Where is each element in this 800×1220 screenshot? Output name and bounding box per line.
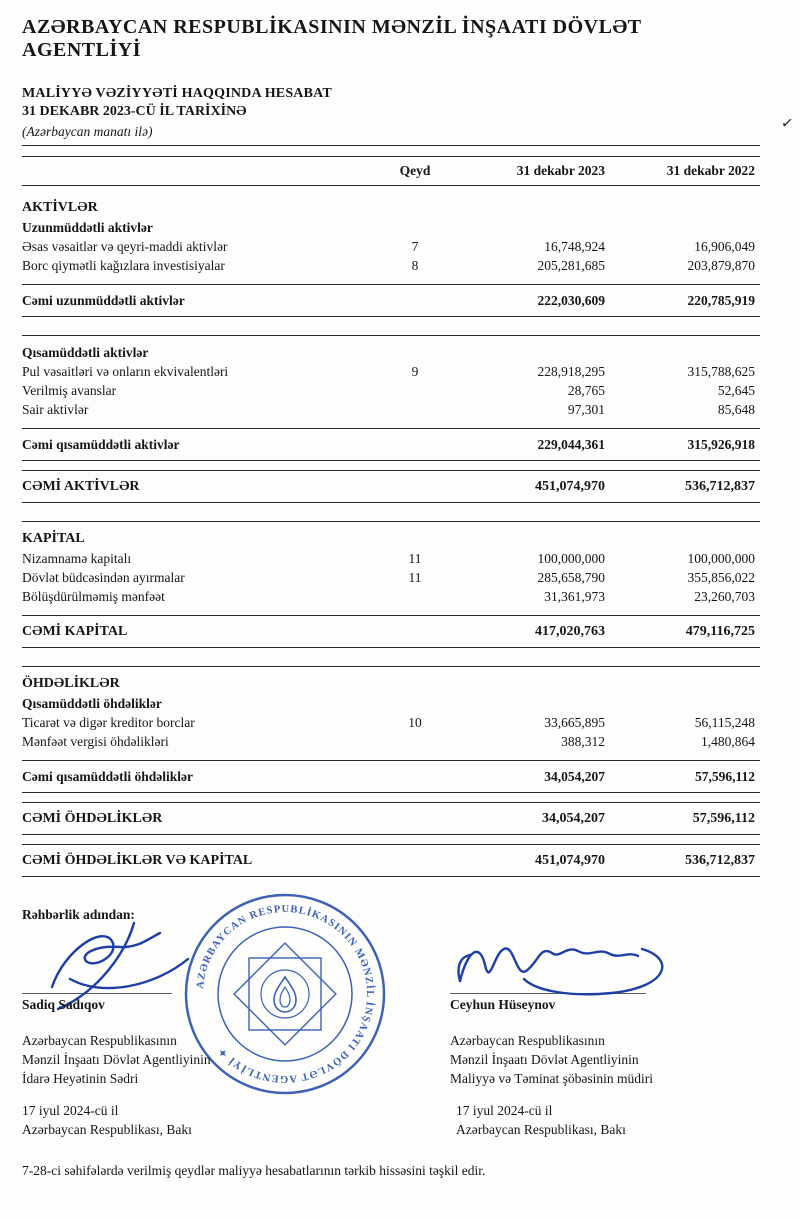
cell-v2022: 16,906,049 — [694, 239, 755, 254]
cell-note: 10 — [408, 715, 422, 730]
cell-note — [380, 477, 450, 496]
cell-note — [380, 851, 450, 870]
report-title: MALİYYƏ VƏZİYYƏTİ HAQQINDA HESABAT — [22, 86, 332, 101]
table-row — [22, 694, 760, 713]
table-row — [22, 549, 760, 568]
cell-label: Bölüşdürülməmiş mənfəət — [22, 589, 165, 604]
table-row — [22, 218, 760, 237]
cell-v2022: 355,856,022 — [687, 570, 755, 585]
currency-note: (Azərbaycan manatı ilə) — [22, 124, 760, 146]
cell-label: CƏMİ AKTİVLƏR — [22, 479, 140, 494]
cell-label: CƏMİ ÖHDƏLİKLƏR VƏ KAPİTAL — [22, 853, 253, 868]
cell-note — [380, 809, 450, 828]
cell-note — [380, 694, 450, 713]
cell-v2022 — [615, 674, 760, 694]
cell-v2023: 33,665,895 — [544, 715, 605, 730]
cell-v2023: 205,281,685 — [537, 258, 605, 273]
table-row — [22, 802, 760, 835]
org-line: Mənzil İnşaatı Dövlət Agentliyinin — [22, 1052, 211, 1067]
table-row — [22, 521, 760, 549]
cell-note — [380, 674, 450, 694]
cell-label: Mənfəət vergisi öhdəlikləri — [22, 734, 169, 749]
table-row — [22, 732, 760, 751]
table-row — [22, 362, 760, 381]
cell-label: Uzunmüddətli aktivlər — [22, 220, 153, 235]
cell-label: AKTİVLƏR — [22, 200, 98, 215]
cell-label: ÖHDƏLİKLƏR — [22, 676, 120, 691]
cell-v2023 — [450, 218, 615, 237]
header-label-spacer — [22, 163, 380, 179]
cell-v2022: 536,712,837 — [685, 853, 755, 868]
cell-note — [380, 218, 450, 237]
org-line: Mənzil İnşaatı Dövlət Agentliyinin — [450, 1052, 639, 1067]
signing-heading: Rəhbərlik adından: — [22, 907, 135, 922]
cell-note — [380, 732, 450, 751]
cell-v2022: 315,926,918 — [687, 437, 755, 452]
cell-v2023: 34,054,207 — [542, 811, 605, 826]
cell-v2023: 228,918,295 — [537, 364, 605, 379]
cell-v2023: 16,748,924 — [544, 239, 605, 254]
org-line: İdarə Heyətinin Sədri — [22, 1071, 139, 1086]
cell-label: Pul vəsaitləri və onların ekvivalentləri — [22, 364, 229, 379]
cell-note — [380, 343, 450, 362]
cell-v2023: 388,312 — [561, 734, 605, 749]
table-row — [22, 400, 760, 419]
cell-v2022: 536,712,837 — [685, 479, 755, 494]
cell-note: 11 — [408, 551, 422, 566]
table-row — [22, 568, 760, 587]
cell-note — [380, 291, 450, 310]
cell-v2022: 479,116,725 — [685, 624, 755, 639]
cell-label: Qısamüddətli aktivlər — [22, 345, 149, 360]
signer-name-right: Ceyhun Hüseynov — [450, 997, 556, 1012]
cell-label: Ticarət və digər kreditor borclar — [22, 715, 195, 730]
cell-v2023: 34,054,207 — [544, 769, 605, 784]
cell-label: Borc qiymətli kağızlara investisiyalar — [22, 258, 225, 273]
cell-note — [380, 529, 450, 549]
cell-note — [380, 198, 450, 218]
table-row — [22, 381, 760, 400]
signing-date-left — [22, 1101, 192, 1139]
cell-v2023 — [450, 674, 615, 694]
cell-v2023: 285,658,790 — [537, 570, 605, 585]
table-row — [22, 198, 760, 218]
header-year-2022: 31 dekabr 2022 — [666, 163, 755, 178]
cell-note — [380, 767, 450, 786]
cell-label: Qısamüddətli öhdəliklər — [22, 696, 162, 711]
cell-label: Əsas vəsaitlər və qeyri-maddi aktivlər — [22, 239, 228, 254]
scan-mark-icon: ✓ — [780, 115, 795, 133]
cell-note: 11 — [408, 570, 422, 585]
org-line: Azərbaycan Respublikasının — [22, 1033, 177, 1048]
statement-table-body — [22, 198, 760, 877]
cell-v2022: 1,480,864 — [701, 734, 755, 749]
cell-v2022: 57,596,112 — [694, 769, 755, 784]
table-row — [22, 428, 760, 461]
cell-note: 9 — [411, 364, 419, 379]
cell-v2023 — [450, 694, 615, 713]
report-date: 31 DEKABR 2023-CÜ İL TARİXİNƏ — [22, 104, 247, 119]
signer-org-right — [450, 1031, 653, 1088]
date-line: 17 iyul 2024-cü il — [22, 1103, 119, 1118]
date-line: 17 iyul 2024-cü il — [456, 1103, 553, 1118]
cell-label: CƏMİ ÖHDƏLİKLƏR — [22, 811, 163, 826]
cell-label: KAPİTAL — [22, 531, 85, 546]
cell-v2023: 100,000,000 — [537, 551, 605, 566]
table-row — [22, 256, 760, 275]
cell-label: Nizamnamə kapitalı — [22, 551, 132, 566]
cell-label: Dövlət büdcəsindən ayırmalar — [22, 570, 185, 585]
cell-v2022 — [615, 694, 760, 713]
notes-reference-footer: 7-28-ci səhifələrdə verilmiş qeydlər maliyyə hesabatlarının tərkib hissəsini təşkil edir. — [22, 1163, 486, 1178]
cell-note — [380, 381, 450, 400]
cell-v2022 — [615, 218, 760, 237]
table-row — [22, 615, 760, 648]
cell-v2022 — [615, 529, 760, 549]
cell-v2022: 100,000,000 — [687, 551, 755, 566]
org-line: Azərbaycan Respublikasının — [450, 1033, 605, 1048]
cell-label: Verilmiş avanslar — [22, 383, 117, 398]
cell-v2023: 417,020,763 — [535, 624, 605, 639]
cell-v2022: 220,785,919 — [687, 293, 755, 308]
signature-section — [22, 893, 760, 1145]
cell-label: Sair aktivlər — [22, 402, 89, 417]
header-year-2023: 31 dekabr 2023 — [516, 163, 605, 178]
cell-v2023: 97,301 — [567, 402, 605, 417]
signer-org-left — [22, 1031, 211, 1088]
table-row — [22, 587, 760, 606]
cell-v2023: 31,361,973 — [544, 589, 605, 604]
cell-v2022: 203,879,870 — [687, 258, 755, 273]
table-row — [22, 666, 760, 694]
cell-v2022 — [615, 198, 760, 218]
cell-v2023: 222,030,609 — [537, 293, 605, 308]
stamp-emblem-star-icon — [234, 943, 336, 1045]
header-note-column: Qeyd — [399, 163, 431, 178]
signature-right-ink — [450, 929, 685, 1001]
cell-v2022: 57,596,112 — [692, 811, 755, 826]
cell-v2022 — [615, 343, 760, 362]
cell-label: Cəmi uzunmüddətli aktivlər — [22, 293, 185, 308]
cell-note: 7 — [411, 239, 419, 254]
table-row — [22, 470, 760, 503]
place-line: Azərbaycan Respublikası, Bakı — [22, 1122, 192, 1137]
table-row — [22, 713, 760, 732]
cell-v2022: 85,648 — [717, 402, 755, 417]
cell-v2023: 229,044,361 — [537, 437, 605, 452]
org-line: Maliyyə və Təminat şöbəsinin müdiri — [450, 1071, 653, 1086]
cell-v2022: 56,115,248 — [694, 715, 755, 730]
cell-v2023: 451,074,970 — [535, 479, 605, 494]
table-header-row — [22, 156, 760, 186]
cell-label: Cəmi qısamüddətli aktivlər — [22, 437, 180, 452]
table-row — [22, 335, 760, 362]
cell-v2023 — [450, 343, 615, 362]
signing-date-right — [456, 1101, 626, 1139]
cell-v2022: 315,788,625 — [687, 364, 755, 379]
cell-v2022: 23,260,703 — [694, 589, 755, 604]
cell-v2023: 28,765 — [567, 383, 605, 398]
cell-note: 8 — [411, 258, 419, 273]
table-row — [22, 284, 760, 317]
cell-note — [380, 435, 450, 454]
cell-v2023 — [450, 198, 615, 218]
table-row — [22, 844, 760, 877]
place-line: Azərbaycan Respublikası, Bakı — [456, 1122, 626, 1137]
cell-v2023: 451,074,970 — [535, 853, 605, 868]
cell-note — [380, 622, 450, 641]
cell-v2022: 52,645 — [717, 383, 755, 398]
signer-name-left: Sadiq Sadıqov — [22, 997, 105, 1012]
table-row — [22, 760, 760, 793]
cell-note — [380, 400, 450, 419]
cell-note — [380, 587, 450, 606]
agency-title: AZƏRBAYCAN RESPUBLİKASININ MƏNZİL İNŞAATI DÖVLƏT AGENTLİYİ — [22, 16, 642, 61]
cell-label: Cəmi qısamüddətli öhdəliklər — [22, 769, 194, 784]
stamp-ring-text: AZƏRBAYCAN RESPUBLİKASININ MƏNZİL İNŞAATI DÖVLƏT AGENTLİYİ ✦ — [195, 903, 376, 1085]
cell-label: CƏMİ KAPİTAL — [22, 624, 128, 639]
table-row — [22, 237, 760, 256]
cell-v2023 — [450, 529, 615, 549]
